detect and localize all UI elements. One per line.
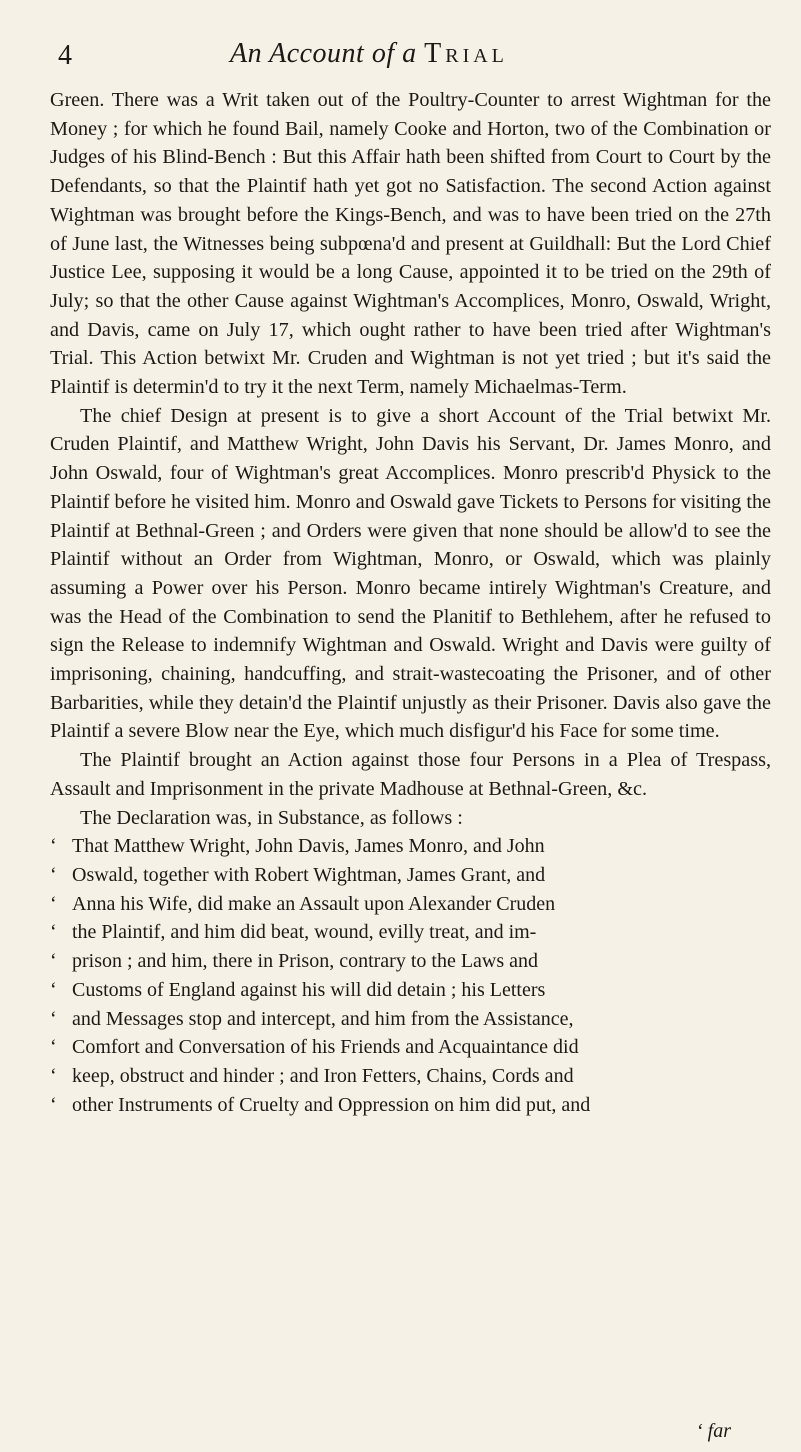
quote-line: ‘ prison ; and him, there in Prison, contrary to the Laws and [50,950,539,973]
running-title-caps: Trial [424,38,508,69]
paragraph-2: The chief Design at present is to give a short Account of the Trial betwixt Mr. Cruden Plaintif, and Matthew Wright, John Davis his Servant, Dr. James Monro, and John Oswald, four of Wightman's great Accomplices. Monro prescrib'd Physick to the Plaintif before he visited him. Monro and Oswald gave Tickets to Persons for visiting the Plaintif at Bethnal-Green ; and Orders were given that none should be allow'd to see the Plaintif without an Order from Wightman, Monro, or Oswald, which was plainly assuming a Power over his Person. Monro became intirely Wightman's Creature, and was the Head of the Combination to send the Planitif to Bethlehem, after he refused to sign the Release to indemnify Wightman and Oswald. Wright and Davis were guilty of imprisoning, chaining, handcuffing, and strait-wastecoating the Prisoner, and of other Barbarities, while they detain'd the Plaintif unjustly as their Prisoner. Davis also gave the Plaintif a severe Blow near the Eye, which much disfigur'd his Face for some time. [50,404,771,743]
quote-line: ‘ Comfort and Conversation of his Friends and Acquaintance did [50,1036,579,1059]
page-header [50,38,771,78]
quote-line: ‘ the Plaintif, and him did beat, wound, evilly treat, and im- [50,921,537,944]
quote-line: ‘ keep, obstruct and hinder ; and Iron Fetters, Chains, Cords and [50,1064,574,1087]
paragraph-1: Green. There was a Writ taken out of the Poultry-Counter to arrest Wightman for the Money ; for which he found Bail, namely Cooke and Horton, two of the Combination or Judges of his Blind-Bench : But this Affair hath been shifted from Court to Court by the Defendants, so that the Plaintif hath yet got no Satisfaction. The second Action against Wightman was brought before the Kings-Bench, and was to have been tried on the 27th of June last, the Witnesses being subpœna'd and present at Guildhall: But the Lord Chief Justice Lee, supposing it would be a long Cause, appointed it to be tried on the 29th of July; so that the other Cause against Wightman's Accomplices, Monro, Oswald, Wright, and Davis, came on July 17, which ought rather to have been tried after Wightman's Trial. This Action betwixt Mr. Cruden and Wightman is not yet tried ; but it's said the Plaintif is determin'd to try it the next Term, namely Michaelmas-Term. [50,89,771,399]
page-number: 4 [58,40,72,71]
quote-line: ‘ other Instruments of Cruelty and Oppression on him did put, and [50,1093,591,1116]
declaration-intro: The Declaration was, in Substance, as follows : [80,806,463,829]
quote-line: ‘ Anna his Wife, did make an Assault upon Alexander Cruden [50,892,556,915]
catchword: ‘ far [695,1420,731,1442]
running-title-italic: An Account of a [230,38,417,69]
quote-line: ‘ Customs of England against his will did detain ; his Letters [50,978,546,1001]
declaration-quote [50,832,771,1119]
quote-line: ‘ and Messages stop and intercept, and him from the Assistance, [50,1007,574,1030]
paragraph-3: The Plaintif brought an Action against those four Persons in a Plea of Trespass, Assault and Imprisonment in the private Madhouse at Bethnal-Green, &c. [50,749,771,800]
quote-line: ‘ Oswald, together with Robert Wightman, James Grant, and [50,863,546,886]
running-title [230,38,508,70]
quote-line: ‘ That Matthew Wright, John Davis, James Monro, and John [50,835,545,858]
